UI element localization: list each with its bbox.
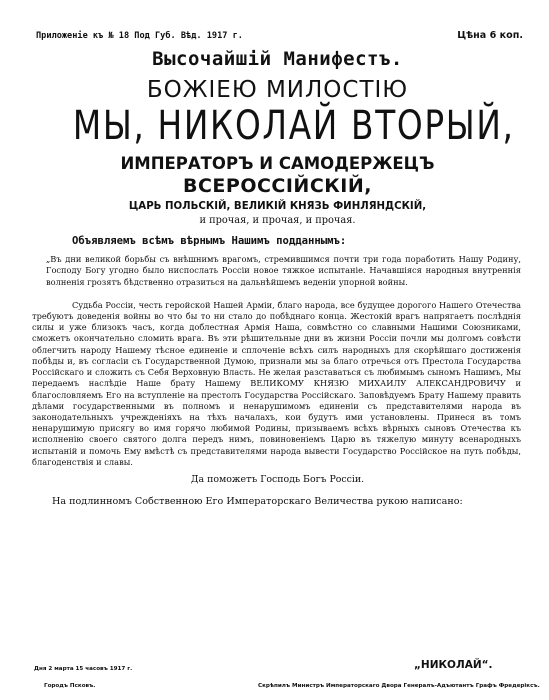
- original-note: На подлинномъ Собственною Его Императорскаго Величества рукою написано:: [52, 496, 463, 508]
- imperator-heading: ИМПЕРАТОРЪ И САМОДЕРЖЕЦЪ: [120, 154, 435, 174]
- grace-heading: БОЖIЕЮ МИЛОСТIЮ: [146, 77, 409, 103]
- announcement: Объявляемъ всѣмъ вѣрнымъ Нашимъ подданнымъ:: [72, 235, 347, 248]
- place-line: Городъ Псковъ.: [44, 683, 96, 689]
- header-line: [36, 30, 523, 41]
- all-russian-heading: ВСЕРОССIЙСКIЙ,: [182, 175, 372, 198]
- god-help-line: Да поможетъ Господь Богъ Россiи.: [190, 474, 365, 486]
- titles-line: ЦАРЬ ПОЛЬСКIЙ, ВЕЛИКIЙ КНЯЗЬ ФИНЛЯНДСКIЙ,: [128, 201, 427, 213]
- etc-line: и прочая, и прочая, и прочая.: [199, 215, 356, 227]
- paragraph-first: „Въ дни великой борьбы съ внѣшнимъ врагомъ, стремившимся почти три года поработить Нашу Родину, Господу Богу угодно было ниспослать Россiи новое тяжкое испытанiе. Начавшiяся народныя внутреннiя волненiя грозятъ бѣдственно отразиться на дальнѣйшемъ веденiи упорной войны.: [46, 254, 521, 287]
- price-label: Цѣна 6 коп.: [457, 30, 523, 41]
- date-line: Дня 2 марта 15 часовъ 1917 г.: [34, 666, 133, 672]
- paragraph-second: [28, 300, 527, 468]
- signature: „НИКОЛАЙ“.: [414, 659, 493, 671]
- supplement-label: Приложенiе къ № 18 Под Губ. Вѣд. 1917 г.: [36, 31, 243, 41]
- paragraph-second-text: Судьба Россiи, честь геройской Нашей Армiи, благо народа, все будущее дорогого Нашего Отечества требуютъ доведенiя войны во что бы то ни стало до побѣднаго конца. Жестокiй врагъ напрягаетъ послѣднiя силы и уже близокъ часъ, когда доблестная Армiя Наша, совмѣстно со славными Нашими Союзниками, сможетъ окончательно сломить врага. Въ эти рѣшительные дни въ жизни Россiи почли мы долгомъ совѣсти облегчить народу Нашему тѣсное единенiе и сплоченiе всѣхъ силъ народныхъ для скорѣйшаго достиженiя побѣды и, въ согласiи съ Государственной Думою, признали мы за благо отречься отъ Престола Государства Россiйскаго и сложить съ Себя Верховную Власть. Не желая разставаться съ любимымъ сыномъ Нашимъ, Мы передаемъ наслѣдiе Наше брату Нашему ВЕЛИКОМУ КНЯЗЮ МИХАИЛУ АЛЕКСАНДРОВИЧУ и благословляемъ Его на вступленiе на престолъ Государства Россiйскаго. Заповѣдуемъ Брату Нашему править дѣлами государственными въ полномъ и ненарушимомъ единенiи съ представителями народа въ законодательныхъ учрежденiяхъ на тѣхъ началахъ, кои будутъ ими установлены. Принеся въ томъ ненарушимую присягу во имя горячо любимой Родины, призываемъ всѣхъ вѣрныхъ сыновъ Отечества къ исполненiю своего святого долга передъ нимъ, повиновенiемъ Царю въ тяжелую минуту всенародныхъ испытанiй и помочь Ему вмѣстѣ съ представителями народа вывести Государство Россiйское на путь побѣды, благоденствiя и славы.: [32, 299, 521, 467]
- manifest-title: Высочайшiй Манифестъ.: [152, 48, 403, 70]
- countersign-line: Скрѣпилъ Министръ Императорскаго Двора Генералъ-Адъютантъ Графъ Фредерiксъ.: [258, 683, 540, 689]
- emperor-heading: МЫ, НИКОЛАЙ ВТОРЫЙ,: [72, 103, 515, 150]
